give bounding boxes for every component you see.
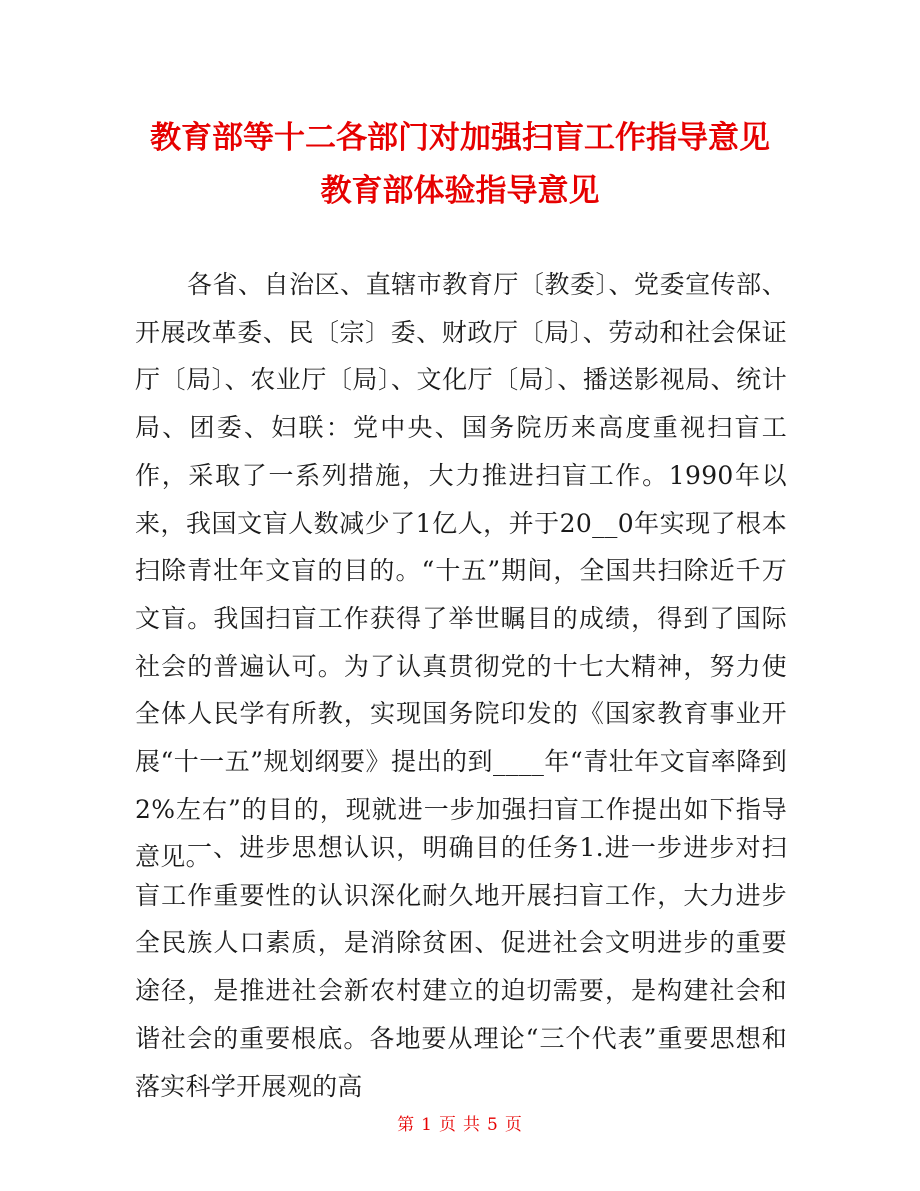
footer-total-word: 共 — [463, 1115, 481, 1135]
document-title-line-2: 教育部体验指导意见 — [320, 173, 600, 209]
document-title-line-1: 教育部等十二各部门对加强扫盲工作指导意见 — [150, 120, 770, 156]
footer-current-page: 1 — [421, 1115, 433, 1135]
paragraph-intro: 各省、自治区、直辖市教育厅〔教委〕、党委宣传部、开展改革委、民〔宗〕委、财政厅〔局〕、劳动和社会保证厅〔局〕、农业厅〔局〕、文化厅〔局〕、播送影视局、统计局、团委、妇联：党中央、国务院历来高度重视扫盲工作，采取了一系列措施，大力推进扫盲工作。1990年以来，我国文盲人数减少了1亿人，并于20__0年实现了根本扫除青壮年文盲的目的。“十五”期间，全国共扫除近千万文盲。我国扫盲工作获得了举世瞩目的成绩，得到了国际社会的普遍认可。为了认真贯彻党的十七大精神，努力使全体人民学有所教，实现国务院印发的《国家教育事业开展“十一五”规划纲要》提出的到____年“青壮年文盲率降到2%左右”的目的，现就进一步加强扫盲工作提出如下指导意见。 — [135, 270, 787, 872]
footer-page-word: 页 — [439, 1115, 457, 1135]
paragraph-section-one: 一、进步思想认识，明确目的任务1.进一步进步对扫盲工作重要性的认识深化耐久地开展扫盲工作，大力进步全民族人口素质，是消除贫困、促进社会文明进步的重要途径，是推进社会新农村建立的迫切需要，是构建社会和谐社会的重要根底。各地要从理论“三个代表”重要思想和落实科学开展观的高 — [135, 833, 787, 1101]
footer-suffix: 页 — [504, 1115, 523, 1135]
footer-total-pages: 5 — [487, 1115, 499, 1135]
footer-prefix: 第 — [397, 1115, 416, 1135]
page-footer — [0, 1110, 920, 1135]
